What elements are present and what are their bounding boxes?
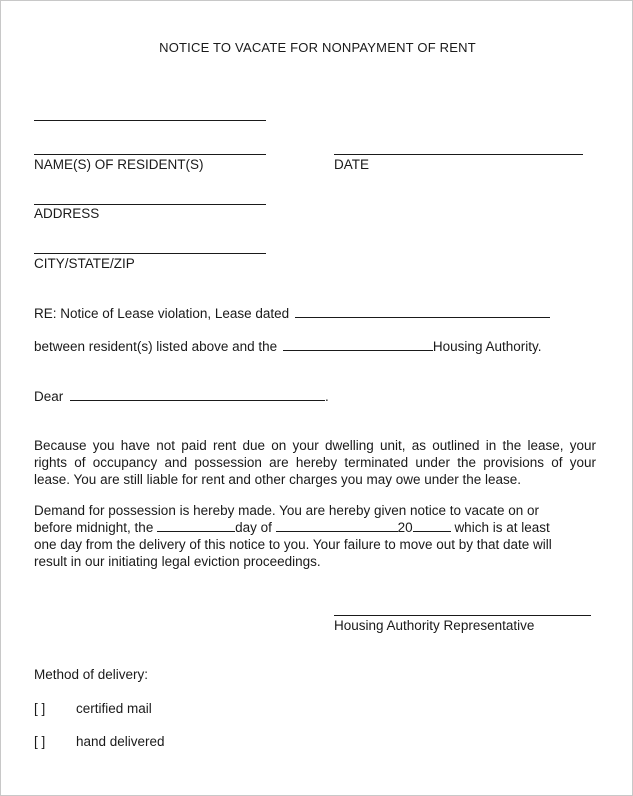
salutation-line bbox=[34, 388, 329, 404]
paragraph-1-line-2: rights of occupancy and possession are hereby terminated under the provisions of your bbox=[34, 455, 596, 470]
city-state-zip-line[interactable] bbox=[34, 253, 266, 254]
signature-line[interactable] bbox=[334, 615, 591, 616]
date-label: DATE bbox=[334, 157, 370, 172]
paragraph-1-line-1: Because you have not paid rent due on your dwelling unit, as outlined in the lease, your bbox=[34, 438, 596, 453]
resident-name-line-1[interactable] bbox=[34, 120, 266, 121]
delivery-option-certified bbox=[34, 701, 152, 716]
housing-authority-suffix: Housing Authority. bbox=[432, 339, 542, 354]
year-suffix-blank[interactable] bbox=[413, 519, 451, 532]
re-line bbox=[34, 305, 550, 321]
paragraph-demand bbox=[34, 502, 586, 570]
paragraph-2-line-1: Demand for possession is hereby made. You are hereby given notice to vacate on or bbox=[34, 503, 540, 518]
paragraph-termination bbox=[34, 437, 596, 488]
date-line[interactable] bbox=[334, 154, 583, 155]
year-prefix-text: 20 bbox=[397, 520, 413, 535]
dear-label: Dear bbox=[34, 389, 64, 404]
address-label: ADDRESS bbox=[34, 206, 100, 221]
address-line[interactable] bbox=[34, 204, 266, 205]
delivery-heading: Method of delivery: bbox=[34, 667, 149, 682]
paragraph-2-line-3: one day from the delivery of this notice to you. Your failure to move out by that date will bbox=[34, 537, 552, 552]
city-state-zip-label: CITY/STATE/ZIP bbox=[34, 256, 135, 271]
certified-mail-label: certified mail bbox=[76, 701, 152, 716]
paragraph-1-line-3: lease. You are still liable for rent and other charges you may owe under the lease. bbox=[34, 472, 522, 487]
paragraph-2-line-4: result in our initiating legal eviction proceedings. bbox=[34, 554, 321, 569]
month-blank[interactable] bbox=[276, 519, 398, 532]
hand-delivered-label: hand delivered bbox=[76, 734, 165, 749]
between-line bbox=[34, 338, 541, 354]
resident-name-line-2[interactable] bbox=[34, 154, 266, 155]
resident-name-label: NAME(S) OF RESIDENT(S) bbox=[34, 157, 204, 172]
before-midnight-text: before midnight, the bbox=[34, 520, 154, 535]
checkbox-certified-mail[interactable]: [ ] bbox=[34, 701, 46, 716]
at-least-text: which is at least bbox=[454, 520, 550, 535]
re-prefix: RE: Notice of Lease violation, Lease dated bbox=[34, 306, 290, 321]
salutation-period: . bbox=[325, 389, 329, 404]
paragraph-2-line-2 bbox=[34, 519, 586, 536]
recipient-name-blank[interactable] bbox=[70, 388, 325, 401]
day-number-blank[interactable] bbox=[157, 519, 235, 532]
day-of-text: day of bbox=[235, 520, 272, 535]
lease-date-blank[interactable] bbox=[295, 305, 550, 318]
document-title: NOTICE TO VACATE FOR NONPAYMENT OF RENT bbox=[159, 40, 476, 55]
checkbox-hand-delivered[interactable]: [ ] bbox=[34, 734, 46, 749]
delivery-option-hand bbox=[34, 734, 165, 749]
between-prefix: between resident(s) listed above and the bbox=[34, 339, 278, 354]
housing-authority-name-blank[interactable] bbox=[283, 338, 433, 351]
signature-label: Housing Authority Representative bbox=[334, 618, 535, 633]
